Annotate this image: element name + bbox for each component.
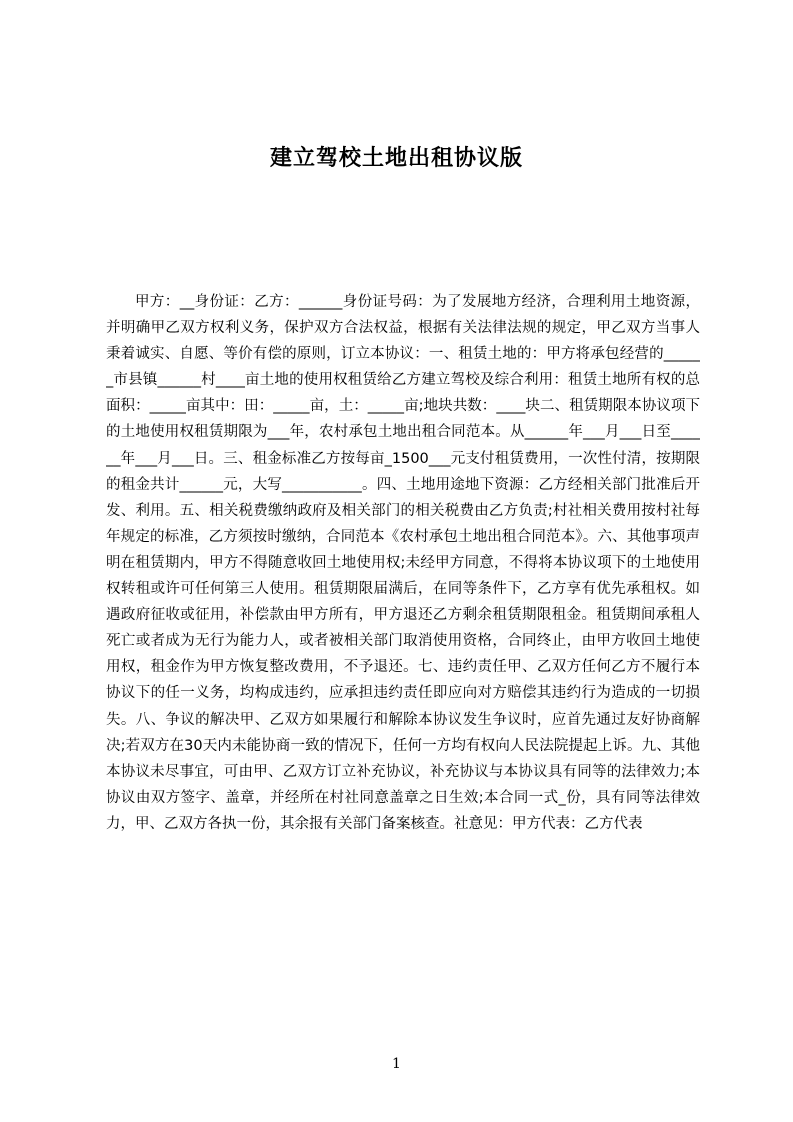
- page-number: 1: [392, 1056, 401, 1072]
- document-title: 建立驾校土地出租协议版: [269, 146, 523, 171]
- agreement-body-text: 甲方：__身份证：乙方：______身份证号码：为了发展地方经济，合理利用土地资源，并明确甲乙双方权利义务，保护双方合法权益，根据有关法律法规的规定，甲乙双方当事人秉着诚实、自愿、等价有偿的原则，订立本协议：一、租赁土地的：甲方将承包经营的______市县镇______村____亩土地的使用权租赁给乙方建立驾校及综合利用：租赁土地所有权的总面积：_____亩其中：田：_____亩，土：_____亩;地块共数：____块二、租赁期限本协议项下的土地使用权租赁期限为___年，农村承包土地出租合同范本。从______年___月___日至______年___月___日。三、租金标准乙方按每亩_1500___元支付租赁费用，一次性付清，按期限的租金共计______元，大写___________。四、土地用途地下资源：乙方经相关部门批准后开发、利用。五、相关税费缴纳政府及相关部门的相关税费由乙方负责;村社相关费用按村社每年规定的标准，乙方须按时缴纳，合同范本《农村承包土地出租合同范本》。六、其他事项声明在租赁期内，甲方不得随意收回土地使用权;未经甲方同意，不得将本协议项下的土地使用权转租或许可任何第三人使用。租赁期限届满后，在同等条件下，乙方享有优先承租权。如遇政府征收或征用，补偿款由甲方所有，甲方退还乙方剩余租赁期限租金。租赁期间承租人死亡或者成为无行为能力人，或者被相关部门取消使用资格，合同终止，由甲方收回土地使用权，租金作为甲方恢复整改费用，不予退还。七、违约责任甲、乙双方任何乙方不履行本协议下的任一义务，均构成违约，应承担违约责任即应向对方赔偿其违约行为造成的一切损失。八、争议的解决甲、乙双方如果履行和解除本协议发生争议时，应首先通过友好协商解决;若双方在30天内未能协商一致的情况下，任何一方均有权向人民法院提起上诉。九、其他本协议未尽事宜，可由甲、乙双方订立补充协议，补充协议与本协议具有同等的法律效力;本协议由双方签字、盖章，并经所在村社同意盖章之日生效;本合同一式_份，具有同等法律效力，甲、乙双方各执一份，其余报有关部门备案核查。社意见：甲方代表：乙方代表: [106, 294, 700, 832]
